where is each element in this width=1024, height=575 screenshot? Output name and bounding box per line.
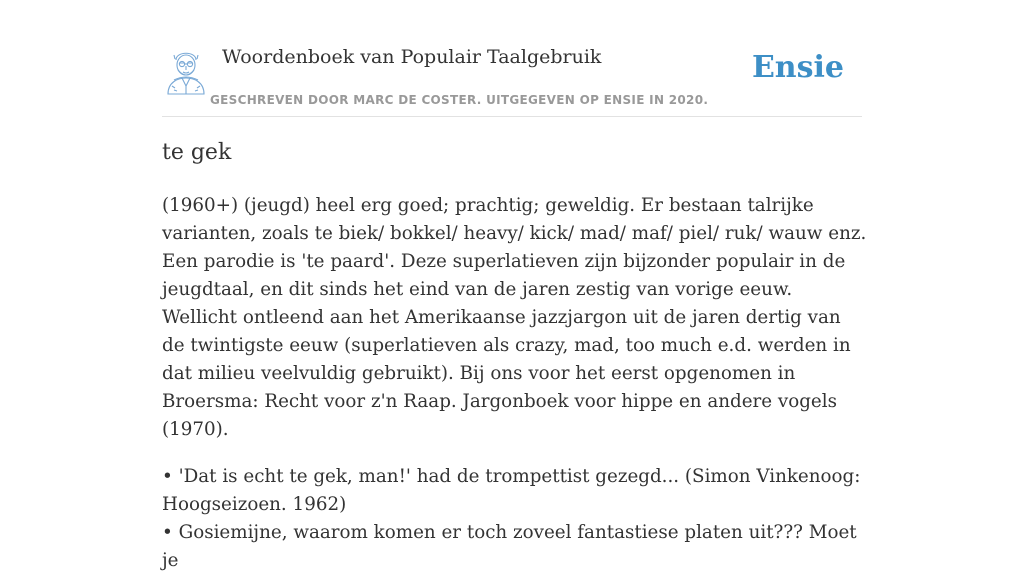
entry-title: te gek [162, 140, 232, 165]
ensie-logo[interactable]: Ensie [751, 50, 844, 85]
author-portrait-icon [164, 46, 208, 96]
entry-content [162, 192, 867, 575]
quote-list [162, 463, 867, 575]
quote-item: • Gosiemijne, waarom komen er toch zoveel fantastiese platen uit??? Moet je [162, 522, 857, 571]
book-title[interactable]: Woordenboek van Populair Taalgebruik [222, 46, 602, 68]
entry-definition: (1960+) (jeugd) heel erg goed; prachtig; geweldig. Er bestaan talrijke varianten, zoals te biek/ bokkel/ heavy/ kick/ mad/ maf/ piel/ ruk/ wauw enz. Een parodie is 'te paard'. Deze superlatieven zijn bijzonder populair in de jeugdtaal, en dit sinds het eind van de jaren zestig van vorige eeuw. Wellicht ontleend aan het Amerikaanse jazzjargon uit de jaren dertig van de twintigste eeuw (superlatieven als crazy, mad, too much e.d. werden in dat milieu veelvuldig gebruikt). Bij ons voor het eerst opgenomen in Broersma: Recht voor z'n Raap. Jargonboek voor hippe en andere vogels (1970). [162, 195, 867, 440]
quote-item: • 'Dat is echt te gek, man!' had de trompettist gezegd... (Simon Vinkenoog: Hoogseizoen. 1962) [162, 466, 861, 515]
header [162, 40, 862, 117]
author-byline: GESCHREVEN DOOR MARC DE COSTER. UITGEGEVEN OP ENSIE IN 2020. [210, 93, 709, 107]
